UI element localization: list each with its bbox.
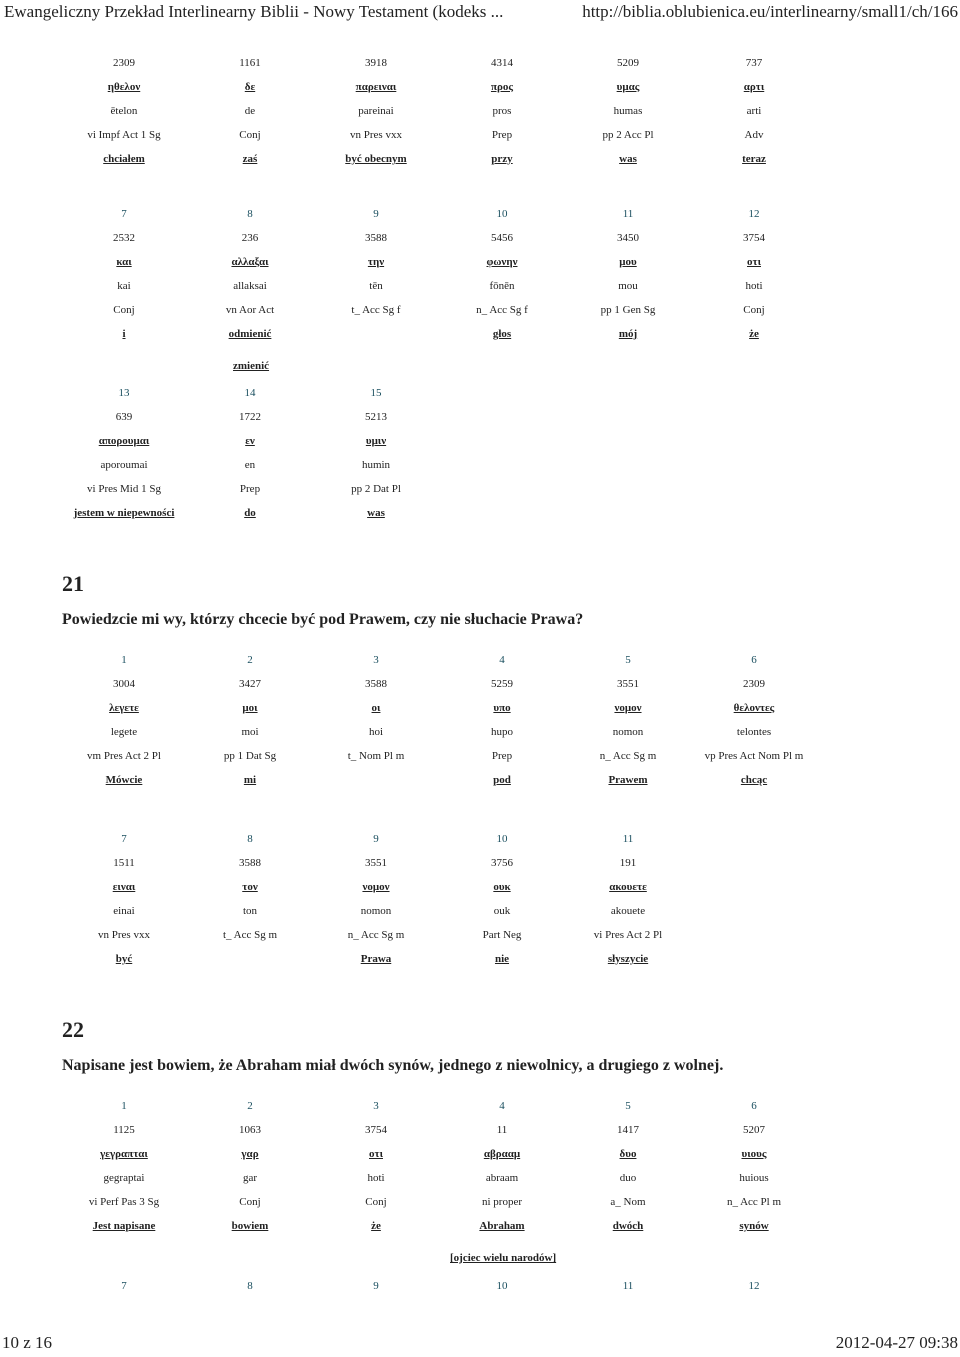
polish-row — [61, 322, 817, 346]
grammar-code: Conj — [239, 129, 261, 141]
grammar-code: vm Pres Act 2 Pl — [87, 750, 161, 762]
greek-word-link[interactable]: υμιν — [365, 435, 387, 447]
grammar-code: vi Impf Act 1 Sg — [87, 129, 161, 141]
greek-word-link[interactable]: οι — [371, 702, 381, 714]
strong-number: 1125 — [113, 1124, 135, 1136]
grammar-code: vi Pres Mid 1 Sg — [87, 483, 161, 495]
document-title: Ewangeliczny Przekład Interlinearny Biblii - Nowy Testament (kodeks ... — [4, 2, 504, 21]
transliteration: fōnēn — [489, 280, 515, 292]
polish-word-link[interactable]: was — [619, 153, 637, 165]
grammar-code: Prep — [491, 750, 513, 762]
transliteration: nomon — [360, 905, 392, 917]
greek-word-link[interactable]: νομον — [614, 702, 642, 714]
polish-word-link[interactable]: pod — [493, 774, 511, 786]
print-timestamp: 2012-04-27 09:38 — [835, 1333, 958, 1352]
grammar-code: ni proper — [481, 1196, 522, 1208]
word-number-row — [61, 827, 817, 851]
strong-number: 5213 — [365, 411, 387, 423]
greek-word-link[interactable]: μοι — [242, 702, 258, 714]
word-number: 7 — [121, 1280, 127, 1292]
polish-word-link[interactable]: Jest napisane — [92, 1220, 156, 1232]
word-number: 5 — [625, 654, 631, 666]
greek-word-link[interactable]: παρειναι — [355, 81, 397, 93]
grammar-code: pp 2 Acc Pl — [602, 129, 654, 141]
greek-row — [61, 696, 817, 720]
interlinear-block-6 — [61, 1094, 817, 1238]
grammar-code: Adv — [744, 129, 764, 141]
greek-word-link[interactable]: δυο — [619, 1148, 637, 1160]
grammar-row — [61, 123, 817, 147]
transliteration: hoti — [745, 280, 763, 292]
polish-word-link[interactable]: mój — [618, 328, 638, 340]
greek-word-link[interactable]: θελοντες — [733, 702, 775, 714]
polish-word-link[interactable]: bowiem — [231, 1220, 269, 1232]
strong-number: 2309 — [743, 678, 765, 690]
polish-word-link[interactable]: słyszycie — [607, 953, 649, 965]
word-number: 5 — [625, 1100, 631, 1112]
polish-word-link[interactable]: głos — [492, 328, 512, 340]
interlinear-block-7 — [61, 1274, 817, 1298]
grammar-code: a_ Nom — [610, 1196, 646, 1208]
polish-word-link[interactable]: chcąc — [740, 774, 768, 786]
strong-number: 737 — [745, 57, 763, 69]
grammar-code: t_ Acc Sg f — [351, 304, 401, 316]
polish-row — [61, 147, 817, 171]
polish-word-link[interactable]: teraz — [742, 153, 766, 165]
greek-word-link[interactable]: φωνην — [486, 256, 518, 268]
grammar-code: n_ Acc Sg m — [599, 750, 657, 762]
transliteration: hupo — [491, 726, 513, 738]
word-number: 9 — [373, 833, 379, 845]
greek-word-link[interactable]: προς — [490, 81, 514, 93]
word-number: 1 — [121, 654, 127, 666]
polish-word-link[interactable]: że — [749, 328, 759, 340]
polish-word-link[interactable]: jestem w niepewności — [73, 507, 175, 519]
transliteration: hoti — [367, 1172, 385, 1184]
word-number-row — [61, 648, 817, 672]
greek-word-link[interactable]: αλλαξαι — [231, 256, 269, 268]
interlinear-block-5 — [61, 827, 817, 971]
transliteration: en — [244, 459, 256, 471]
verse-text: Napisane jest bowiem, że Abraham miał dwóch synów, jednego z niewolnicy, a drugiego z wolnej. — [62, 1057, 724, 1074]
polish-word-link[interactable]: przy — [491, 153, 513, 165]
polish-row — [61, 768, 817, 792]
word-number: 7 — [121, 208, 127, 220]
grammar-code: vi Pres Act 2 Pl — [593, 929, 663, 941]
word-number: 11 — [622, 208, 634, 220]
strong-number: 1511 — [113, 857, 135, 869]
interlinear-block-3 — [61, 381, 817, 525]
transliteration: moi — [241, 726, 259, 738]
word-number: 7 — [121, 833, 127, 845]
translit-row — [61, 274, 817, 298]
strong-row — [61, 226, 817, 250]
strong-number: 1063 — [239, 1124, 261, 1136]
grammar-code: Conj — [743, 304, 765, 316]
greek-row — [61, 75, 817, 99]
greek-word-link[interactable]: ειναι — [112, 881, 136, 893]
transliteration: humas — [613, 105, 643, 117]
grammar-code: pp 1 Gen Sg — [600, 304, 656, 316]
greek-row — [61, 429, 817, 453]
grammar-row — [61, 923, 817, 947]
transliteration: ton — [242, 905, 258, 917]
print-header — [0, 0, 960, 26]
word-number: 12 — [748, 208, 760, 220]
polish-word-link[interactable]: być obecnym — [345, 153, 407, 165]
word-number-row — [61, 381, 817, 405]
grammar-code: Conj — [113, 304, 135, 316]
grammar-code: Prep — [491, 129, 513, 141]
polish-row — [61, 1214, 817, 1238]
polish-word-link[interactable]: Abraham — [479, 1220, 525, 1232]
transliteration: einai — [113, 905, 135, 917]
grammar-code: vn Pres vxx — [350, 129, 402, 141]
polish-word-link[interactable]: i — [122, 328, 126, 340]
transliteration: pareinai — [358, 105, 394, 117]
transliteration: hoi — [368, 726, 384, 738]
grammar-code: Prep — [239, 483, 261, 495]
translit-row — [61, 720, 817, 744]
grammar-code: vp Pres Act Nom Pl m — [704, 750, 804, 762]
polish-word-link[interactable]: nie — [494, 953, 510, 965]
verse-number: 21 — [62, 571, 84, 596]
verse-text: Powiedzcie mi wy, którzy chcecie być pod Prawem, czy nie słuchacie Prawa? — [62, 611, 584, 628]
greek-word-link[interactable]: δε — [244, 81, 256, 93]
polish-word-link[interactable]: was — [367, 507, 385, 519]
polish-word-link[interactable]: mi — [243, 774, 257, 786]
word-number: 6 — [751, 1100, 757, 1112]
polish-word-link[interactable]: zaś — [242, 153, 258, 165]
greek-word-link[interactable]: ηθελον — [107, 81, 141, 93]
word-number: 9 — [373, 208, 379, 220]
strong-row — [61, 51, 817, 75]
greek-word-link[interactable]: νομον — [362, 881, 390, 893]
grammar-code: n_ Acc Pl m — [726, 1196, 782, 1208]
greek-word-link[interactable]: οτι — [369, 1148, 383, 1160]
transliteration: humin — [361, 459, 391, 471]
strong-number: 11 — [496, 1124, 508, 1136]
polish-word-link[interactable]: Prawem — [608, 774, 648, 786]
polish-word-link[interactable]: być — [115, 953, 133, 965]
greek-word-link[interactable]: ουκ — [493, 881, 511, 893]
greek-word-link[interactable]: υπο — [493, 702, 511, 714]
strong-number: 639 — [115, 411, 133, 423]
strong-number: 3754 — [743, 232, 765, 244]
word-number-row — [61, 202, 817, 226]
strong-row — [61, 1118, 817, 1142]
word-number-row — [61, 1274, 817, 1298]
page-url: http://biblia.oblubienica.eu/interlinearny/small1/ch/166 — [582, 2, 958, 21]
word-number: 11 — [622, 1280, 634, 1292]
polish-word-link[interactable]: synów — [739, 1220, 769, 1232]
grammar-row — [61, 298, 817, 322]
alternative-translation-link[interactable]: zmienić — [233, 360, 270, 372]
word-number: 10 — [496, 208, 508, 220]
strong-number: 3588 — [239, 857, 261, 869]
word-number: 3 — [373, 654, 379, 666]
strong-number: 3450 — [617, 232, 639, 244]
grammar-code: t_ Acc Sg m — [222, 929, 278, 941]
polish-word-link[interactable]: dwóch — [612, 1220, 644, 1232]
grammar-row — [61, 1190, 817, 1214]
transliteration: gar — [242, 1172, 258, 1184]
interlinear-block-2 — [61, 202, 817, 346]
grammar-code: vi Perf Pas 3 Sg — [88, 1196, 160, 1208]
strong-number: 1417 — [617, 1124, 639, 1136]
strong-number: 3427 — [239, 678, 261, 690]
alternative-translation-link[interactable]: [ojciec wielu narodów] — [450, 1252, 557, 1264]
greek-word-link[interactable]: γεγραπται — [100, 1148, 148, 1160]
polish-word-link[interactable]: chciałem — [103, 153, 145, 165]
strong-number: 3551 — [365, 857, 387, 869]
transliteration: gegraptai — [103, 1172, 145, 1184]
strong-number: 2532 — [113, 232, 135, 244]
strong-number: 3588 — [365, 232, 387, 244]
greek-word-link[interactable]: αβρααμ — [483, 1148, 521, 1160]
transliteration: tēn — [369, 280, 383, 292]
grammar-row — [61, 477, 817, 501]
word-number: 2 — [247, 654, 253, 666]
strong-number: 3756 — [491, 857, 513, 869]
greek-word-link[interactable]: αρτι — [743, 81, 765, 93]
strong-number: 5209 — [617, 57, 639, 69]
strong-number: 236 — [241, 232, 259, 244]
translit-row — [61, 1166, 817, 1190]
word-number: 13 — [118, 387, 130, 399]
word-number: 10 — [496, 1280, 508, 1292]
greek-row — [61, 1142, 817, 1166]
transliteration: duo — [619, 1172, 637, 1184]
strong-number: 1161 — [239, 57, 261, 69]
word-number: 6 — [751, 654, 757, 666]
strong-number: 3754 — [365, 1124, 387, 1136]
greek-word-link[interactable]: και — [116, 256, 132, 268]
greek-word-link[interactable]: εν — [245, 435, 255, 447]
transliteration: abraam — [485, 1172, 519, 1184]
transliteration: huious — [739, 1172, 769, 1184]
strong-number: 5259 — [491, 678, 513, 690]
greek-word-link[interactable]: οτι — [747, 256, 761, 268]
word-number: 2 — [247, 1100, 253, 1112]
word-number: 10 — [496, 833, 508, 845]
polish-word-link[interactable]: Prawa — [360, 953, 392, 965]
transliteration: ētelon — [110, 105, 138, 117]
polish-word-link[interactable]: Mówcie — [105, 774, 143, 786]
grammar-code: Conj — [239, 1196, 261, 1208]
transliteration: telontes — [736, 726, 772, 738]
grammar-code: pp 2 Dat Pl — [351, 483, 401, 495]
greek-word-link[interactable]: λεγετε — [109, 702, 139, 714]
print-footer — [0, 1331, 960, 1357]
greek-word-link[interactable]: υιους — [741, 1148, 767, 1160]
strong-number: 5207 — [743, 1124, 765, 1136]
word-number: 12 — [748, 1280, 760, 1292]
translit-row — [61, 453, 817, 477]
strong-number: 191 — [619, 857, 637, 869]
word-number: 11 — [622, 833, 634, 845]
strong-number: 5456 — [491, 232, 513, 244]
grammar-code: n_ Acc Sg m — [347, 929, 405, 941]
strong-number: 2309 — [113, 57, 135, 69]
translit-row — [61, 899, 817, 923]
transliteration: aporoumai — [100, 459, 148, 471]
transliteration: mou — [618, 280, 638, 292]
strong-number: 3588 — [365, 678, 387, 690]
greek-word-link[interactable]: απορουμαι — [98, 435, 150, 447]
transliteration: arti — [746, 105, 762, 117]
transliteration: kai — [117, 280, 131, 292]
polish-word-link[interactable]: odmienić — [228, 328, 272, 340]
greek-word-link[interactable]: μου — [619, 256, 637, 268]
strong-row — [61, 672, 817, 696]
word-number: 1 — [121, 1100, 127, 1112]
strong-number: 3551 — [617, 678, 639, 690]
transliteration: de — [244, 105, 256, 117]
page-counter: 10 z 16 — [2, 1333, 53, 1352]
greek-row — [61, 875, 817, 899]
greek-word-link[interactable]: γαρ — [241, 1148, 259, 1160]
word-number: 8 — [247, 833, 253, 845]
greek-word-link[interactable]: την — [367, 256, 385, 268]
interlinear-block-1 — [61, 51, 817, 171]
word-number: 15 — [370, 387, 382, 399]
strong-number: 3004 — [113, 678, 135, 690]
strong-number: 4314 — [491, 57, 513, 69]
transliteration: legete — [110, 726, 138, 738]
word-number: 8 — [247, 208, 253, 220]
grammar-code: n_ Acc Sg f — [476, 304, 528, 316]
interlinear-block-4 — [61, 648, 817, 792]
word-number-row — [61, 1094, 817, 1118]
strong-row — [61, 851, 817, 875]
verse-number: 22 — [62, 1017, 84, 1042]
greek-word-link[interactable]: υμας — [616, 81, 640, 93]
transliteration: nomon — [612, 726, 644, 738]
grammar-code: Conj — [365, 1196, 387, 1208]
word-number: 4 — [499, 1100, 505, 1112]
word-number: 14 — [244, 387, 256, 399]
word-number: 3 — [373, 1100, 379, 1112]
transliteration: ouk — [493, 905, 511, 917]
transliteration: pros — [492, 105, 512, 117]
word-number: 4 — [499, 654, 505, 666]
transliteration: allaksai — [233, 280, 267, 292]
grammar-row — [61, 744, 817, 768]
polish-word-link[interactable]: do — [244, 507, 256, 519]
strong-number: 1722 — [239, 411, 261, 423]
word-number: 9 — [373, 1280, 379, 1292]
greek-word-link[interactable]: τον — [242, 881, 258, 893]
greek-word-link[interactable]: ακουετε — [609, 881, 647, 893]
strong-row — [61, 405, 817, 429]
grammar-code: vn Aor Act — [225, 304, 275, 316]
transliteration: akouete — [610, 905, 646, 917]
translit-row — [61, 99, 817, 123]
grammar-code: pp 1 Dat Sg — [223, 750, 277, 762]
greek-row — [61, 250, 817, 274]
polish-word-link[interactable]: że — [371, 1220, 381, 1232]
polish-row — [61, 947, 817, 971]
grammar-code: t_ Nom Pl m — [347, 750, 405, 762]
grammar-code: vn Pres vxx — [98, 929, 150, 941]
polish-row — [61, 501, 817, 525]
grammar-code: Part Neg — [482, 929, 522, 941]
word-number: 8 — [247, 1280, 253, 1292]
strong-number: 3918 — [365, 57, 387, 69]
